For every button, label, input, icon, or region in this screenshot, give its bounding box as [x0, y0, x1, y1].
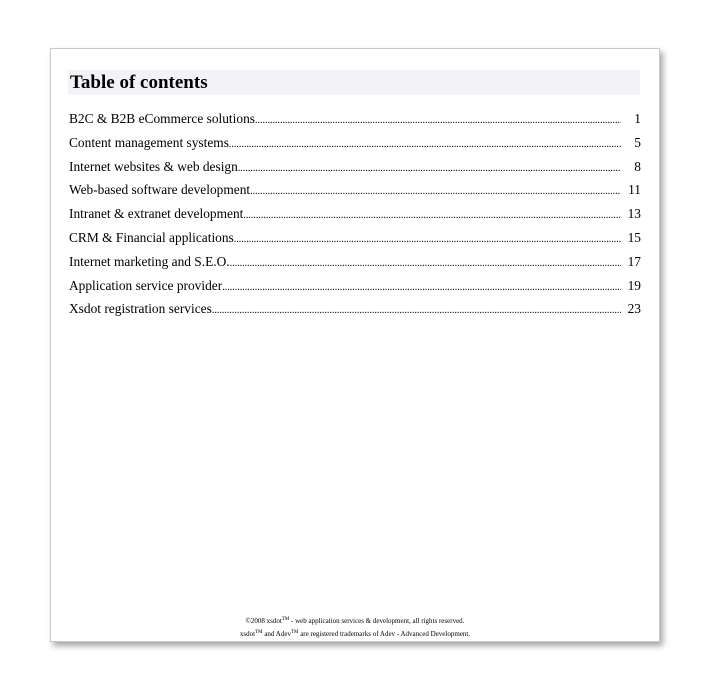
toc-entry-page: 23 [627, 301, 641, 317]
toc-entry-page: 1 [634, 111, 641, 126]
toc-entry-label: Internet websites & web design [69, 158, 238, 174]
toc-dot-leader [222, 274, 621, 300]
toc-entry-label: Content management systems [69, 134, 229, 150]
toc-entry-page: 19 [627, 277, 641, 293]
page-footer [51, 614, 659, 640]
toc-dot-leader [243, 202, 621, 228]
toc-entry-label: Application service provider [69, 277, 223, 293]
toc-entry-page: 15 [627, 229, 641, 245]
trademark-mark: TM [281, 617, 290, 622]
toc-entry-label: Internet marketing and S.E.O. [69, 253, 230, 269]
toc-entry[interactable] [69, 226, 641, 250]
toc-entry-label: B2C & B2B eCommerce solutions [69, 111, 255, 126]
toc-entry-label: Intranet & extranet development [69, 206, 244, 222]
toc-entry[interactable] [69, 202, 641, 226]
toc-entry[interactable] [69, 274, 641, 298]
toc-entry-page: 13 [627, 206, 641, 222]
document-page [50, 48, 660, 642]
footer-brand-xsdot: xsdot [239, 630, 256, 638]
footer-copyright-text: ©2008 xsdot [245, 617, 282, 625]
toc-dot-leader [238, 155, 621, 181]
toc-entry-label: Web-based software development [69, 182, 251, 198]
trademark-mark: TM [290, 630, 299, 635]
toc-entry-page: 5 [634, 134, 641, 150]
footer-trademark-line [51, 627, 659, 640]
footer-copyright-line [51, 614, 659, 627]
toc-entry-label: Xsdot registration services [69, 301, 212, 317]
toc-entry-page: 11 [628, 182, 641, 198]
toc-entry[interactable] [69, 178, 641, 202]
toc-entry[interactable] [69, 131, 641, 155]
footer-copyright-suffix: - web application services & development, all rights reserved. [289, 617, 465, 625]
footer-brand-adev: and Adev [262, 630, 291, 638]
toc-entry[interactable] [69, 297, 641, 321]
toc-entry[interactable] [69, 107, 641, 131]
toc-entry-page: 17 [627, 253, 641, 269]
toc-dot-leader [255, 107, 621, 133]
toc-dot-leader [229, 131, 621, 157]
toc-heading: Table of contents [68, 70, 640, 95]
toc-entry[interactable] [69, 250, 641, 274]
toc-entry-label: CRM & Financial applications [69, 229, 234, 245]
toc-dot-leader [230, 250, 621, 276]
toc-dot-leader [250, 178, 621, 204]
toc-dot-leader [212, 297, 621, 323]
footer-trademark-text: are registered trademarks of Adev - Advanced Development. [298, 630, 471, 638]
trademark-mark: TM [255, 630, 263, 635]
toc-dot-leader [234, 226, 621, 252]
toc-list [69, 107, 641, 321]
toc-entry-page: 8 [634, 158, 641, 174]
toc-entry[interactable] [69, 155, 641, 179]
